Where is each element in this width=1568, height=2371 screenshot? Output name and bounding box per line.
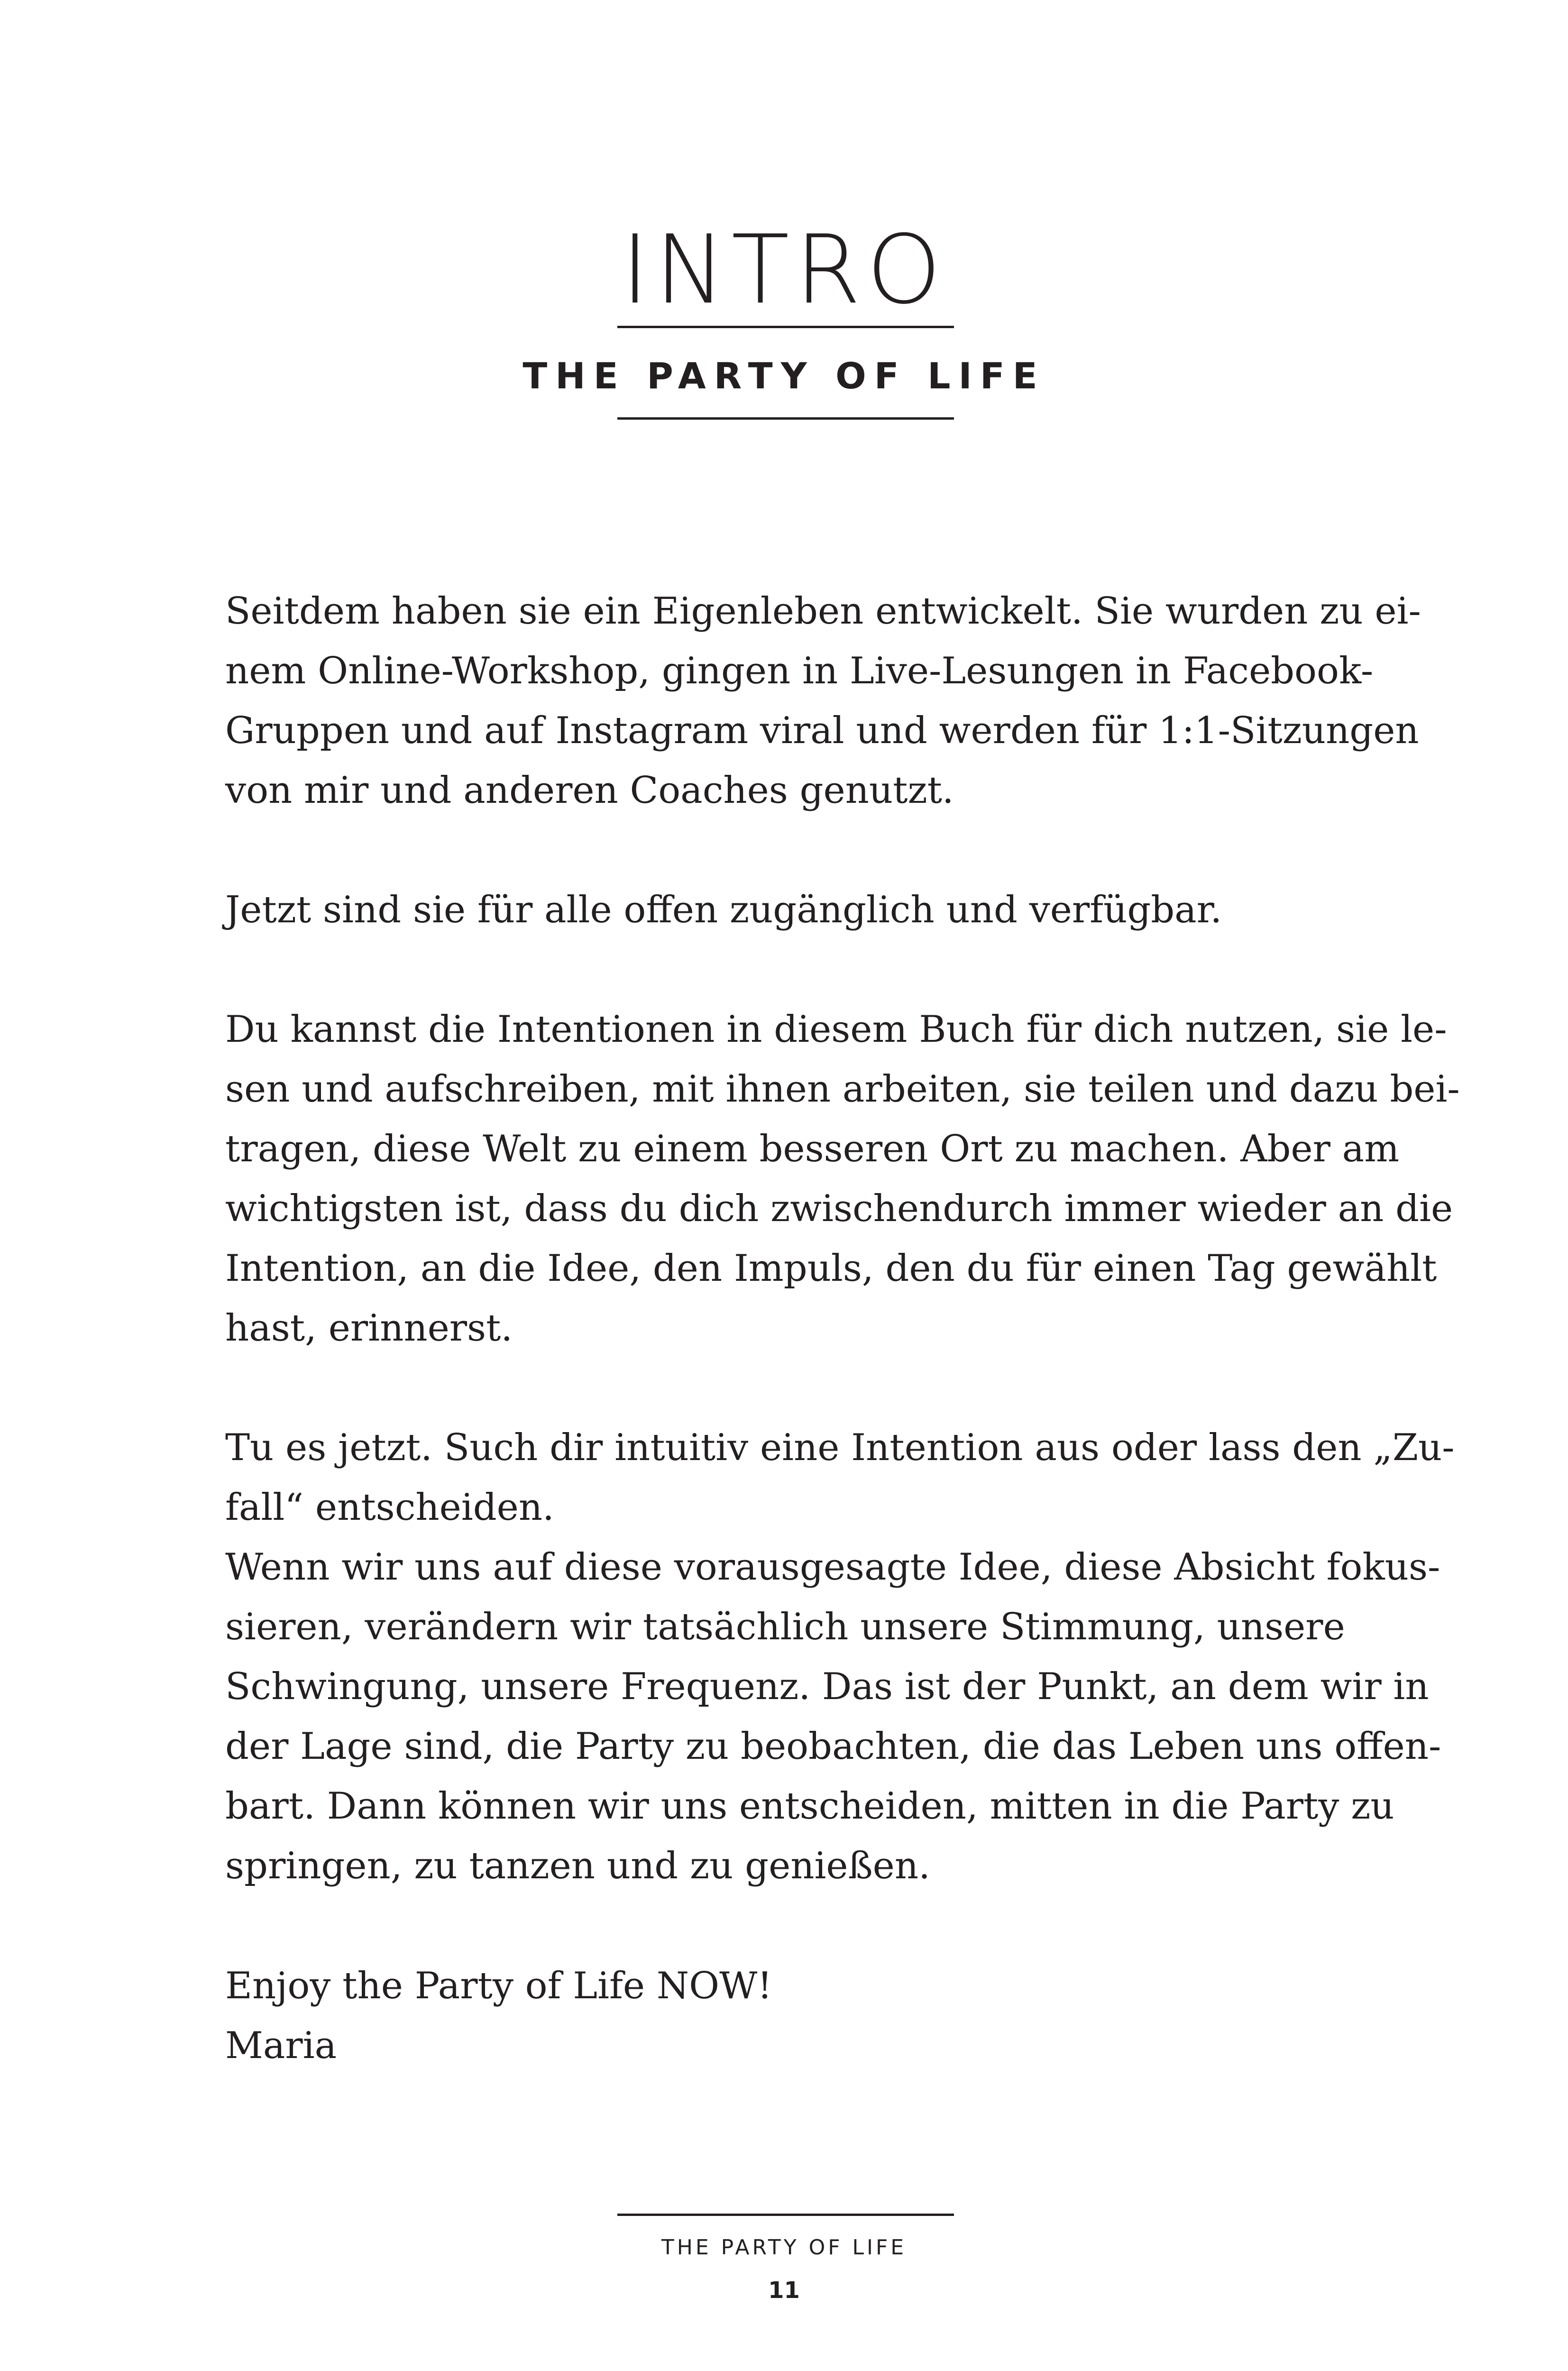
text-line: Seitdem haben sie ein Eigenleben entwickelt. Sie wurden zu ei- bbox=[225, 590, 1421, 633]
text-line: Intention, an die Idee, den Impuls, den du für einen Tag gewählt bbox=[225, 1247, 1437, 1290]
chapter-subtitle: THE PARTY OF LIFE bbox=[523, 355, 1045, 397]
text-line: sieren, verändern wir tatsächlich unsere Stimmung, unsere bbox=[225, 1606, 1345, 1648]
title-divider-top bbox=[617, 326, 954, 328]
text-line: bart. Dann können wir uns entscheiden, mitten in die Party zu bbox=[225, 1785, 1394, 1828]
text-line: springen, zu tanzen und zu genießen. bbox=[225, 1845, 930, 1887]
text-line: fall“ entscheiden. bbox=[225, 1486, 554, 1529]
signature-block bbox=[225, 1956, 1344, 2076]
text-line: Gruppen und auf Instagram viral und werden für 1:1-Sitzungen bbox=[225, 709, 1419, 752]
footer-divider bbox=[617, 2214, 954, 2216]
paragraph-4 bbox=[225, 1418, 1455, 1537]
text-line: Schwingung, unsere Frequenz. Das ist der Punkt, an dem wir in bbox=[225, 1665, 1429, 1708]
paragraph-5 bbox=[225, 1537, 1441, 1896]
text-line: der Lage sind, die Party zu beobachten, die das Leben uns offen- bbox=[225, 1725, 1441, 1768]
text-line: Wenn wir uns auf diese vorausgesagte Idee, diese Absicht fokus- bbox=[225, 1546, 1440, 1589]
text-line: Jetzt sind sie für alle offen zugänglich und verfügbar. bbox=[225, 889, 1222, 931]
closing-line: Enjoy the Party of Life NOW! bbox=[225, 1965, 772, 2007]
text-line: tragen, diese Welt zu einem besseren Ort zu machen. Aber am bbox=[225, 1128, 1400, 1170]
text-line: nem Online-Workshop, gingen in Live-Lesungen in Facebook- bbox=[225, 650, 1374, 692]
text-line: sen und aufschreiben, mit ihnen arbeiten, sie teilen und dazu bei- bbox=[225, 1068, 1460, 1111]
text-line: wichtigsten ist, dass du dich zwischendurch immer wieder an die bbox=[225, 1187, 1453, 1230]
text-line: hast, erinnerst. bbox=[225, 1307, 513, 1350]
paragraph-2 bbox=[225, 880, 1344, 940]
text-line: Du kannst die Intentionen in diesem Buch für dich nutzen, sie le- bbox=[225, 1008, 1447, 1051]
chapter-title: INTRO bbox=[621, 215, 947, 325]
author-signature: Maria bbox=[225, 2024, 337, 2067]
paragraph-3 bbox=[225, 1000, 1460, 1358]
text-line: von mir und anderen Coaches genutzt. bbox=[225, 769, 954, 812]
text-line: Tu es jetzt. Such dir intuitiv eine Intention aus oder lass den „Zu- bbox=[225, 1426, 1455, 1469]
paragraph-1 bbox=[225, 581, 1421, 820]
title-divider-bottom bbox=[617, 417, 954, 420]
running-footer: THE PARTY OF LIFE bbox=[661, 2235, 907, 2260]
page-number: 11 bbox=[768, 2277, 800, 2304]
